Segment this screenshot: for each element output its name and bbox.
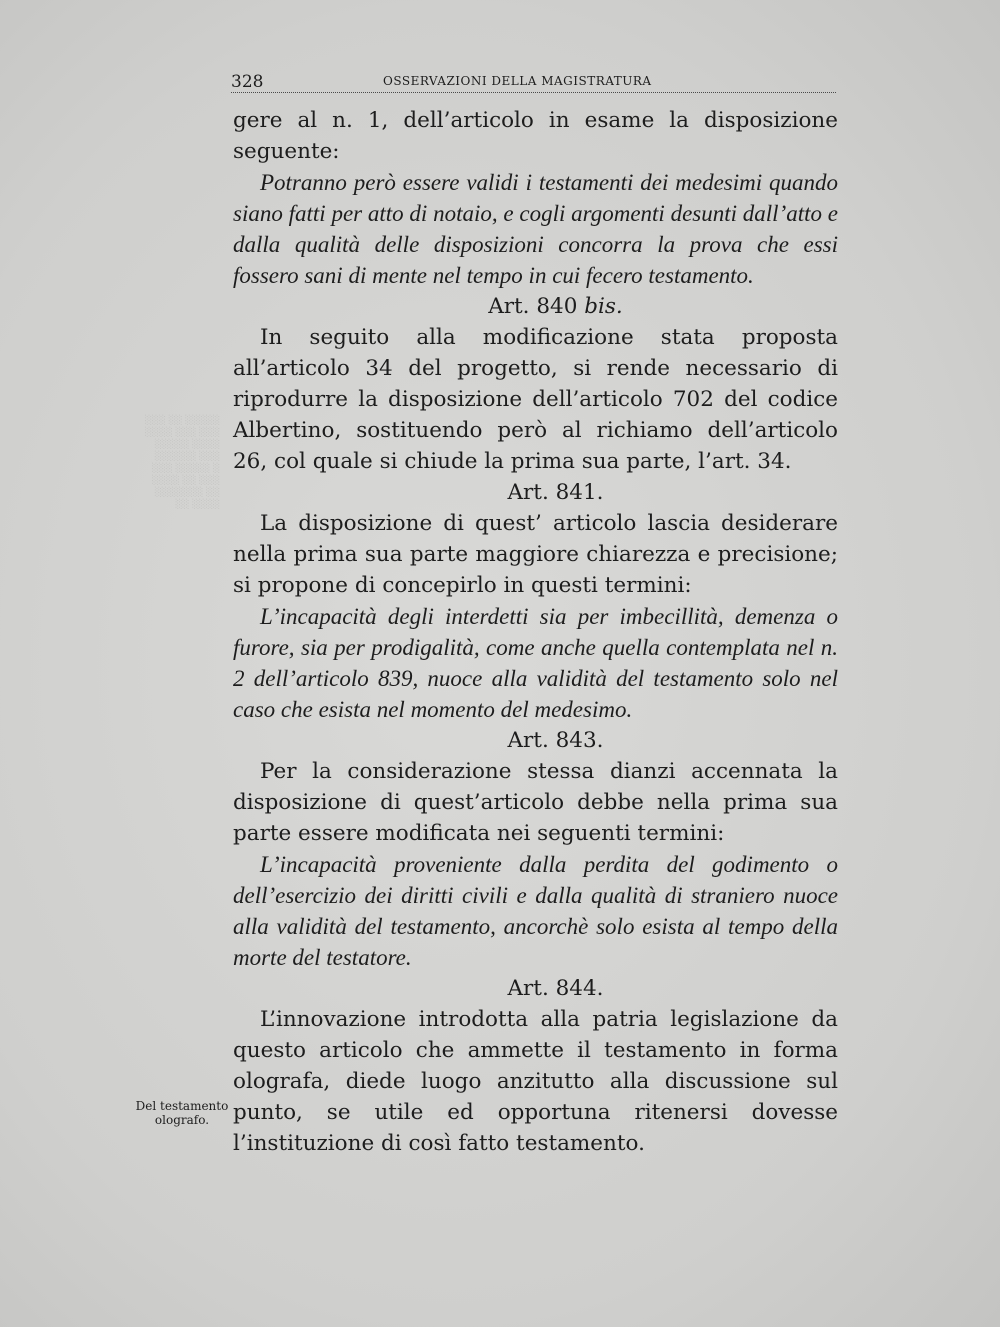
page-header <box>231 70 836 93</box>
margin-note: Del testamento olografo. <box>135 1099 229 1127</box>
article-suffix: bis. <box>584 294 623 319</box>
proposed-text-840: Potranno però essere validi i testamenti dei medesimi quando siano fatti per atto di notaio, e cogli argomenti desunti dall’atto e dalla qualità delle disposizioni concorra la prova che essi fossero sani di mente nel tempo in cui fecero testamento. <box>233 170 838 288</box>
paragraph-843: Per la considerazione stessa dianzi accennata la disposizione di quest’articolo debbe nella prima sua parte essere modificata nei seguenti termini: <box>233 759 838 846</box>
paragraph-840-bis: In seguito alla modificazione stata proposta all’articolo 34 del progetto, si rende necessario di riprodurre la disposizione dell’articolo 702 del codice Albertino, sostituendo però al richiamo dell’articolo 26, col quale si chiude la prima sua parte, l’art. 34. <box>233 325 838 474</box>
proposed-text-841: L’incapacità degli interdetti sia per imbecillità, demenza o furore, sia per prodigalità, come anche quella contemplata nel n. 2 dell’articolo 839, nuoce alla validità del testamento solo nel caso che esista nel momento del medesimo. <box>233 604 838 722</box>
bleed-through-text: ░░░ ░░ ░░░░░ ░░░░ ░░░ ░░░ ░░░░░ ░░░░ ░░░░░░ ░░░ ░░░ ░░░░░ ░ ░░░░ ░░ ░░░ ░░░░░░░ ░░ ░░ ░░░░ <box>145 416 220 510</box>
paragraph-continuation: gere al n. 1, dell’articolo in esame la disposizione seguente: <box>233 108 838 164</box>
article-heading-843: Art. 843. <box>507 728 604 753</box>
running-head: OSSERVAZIONI DELLA MAGISTRATURA <box>383 74 652 88</box>
page-number: 328 <box>231 72 264 92</box>
article-heading-841: Art. 841. <box>507 480 604 505</box>
page-body <box>233 105 838 1159</box>
article-label: Art. 840 <box>488 294 578 319</box>
paragraph-841: La disposizione di quest’ articolo lascia desiderare nella prima sua parte maggiore chiarezza e precisione; si propone di concepirlo in questi termini: <box>233 511 838 598</box>
paragraph-844: L’innovazione introdotta alla patria legislazione da questo articolo che ammette il testamento in forma olografa, diede luogo anzitutto alla discussione sul punto, se utile ed opportuna ritenersi dovesse l’instituzione di così fatto testamento. <box>233 1007 838 1156</box>
proposed-text-843: L’incapacità proveniente dalla perdita del godimento o dell’esercizio dei diritti civili e dalla qualità di straniero nuoce alla validità del testamento, ancorchè solo esista al tempo della morte del testatore. <box>233 852 838 970</box>
article-heading-844: Art. 844. <box>507 976 604 1001</box>
article-heading-840-bis <box>233 291 838 322</box>
